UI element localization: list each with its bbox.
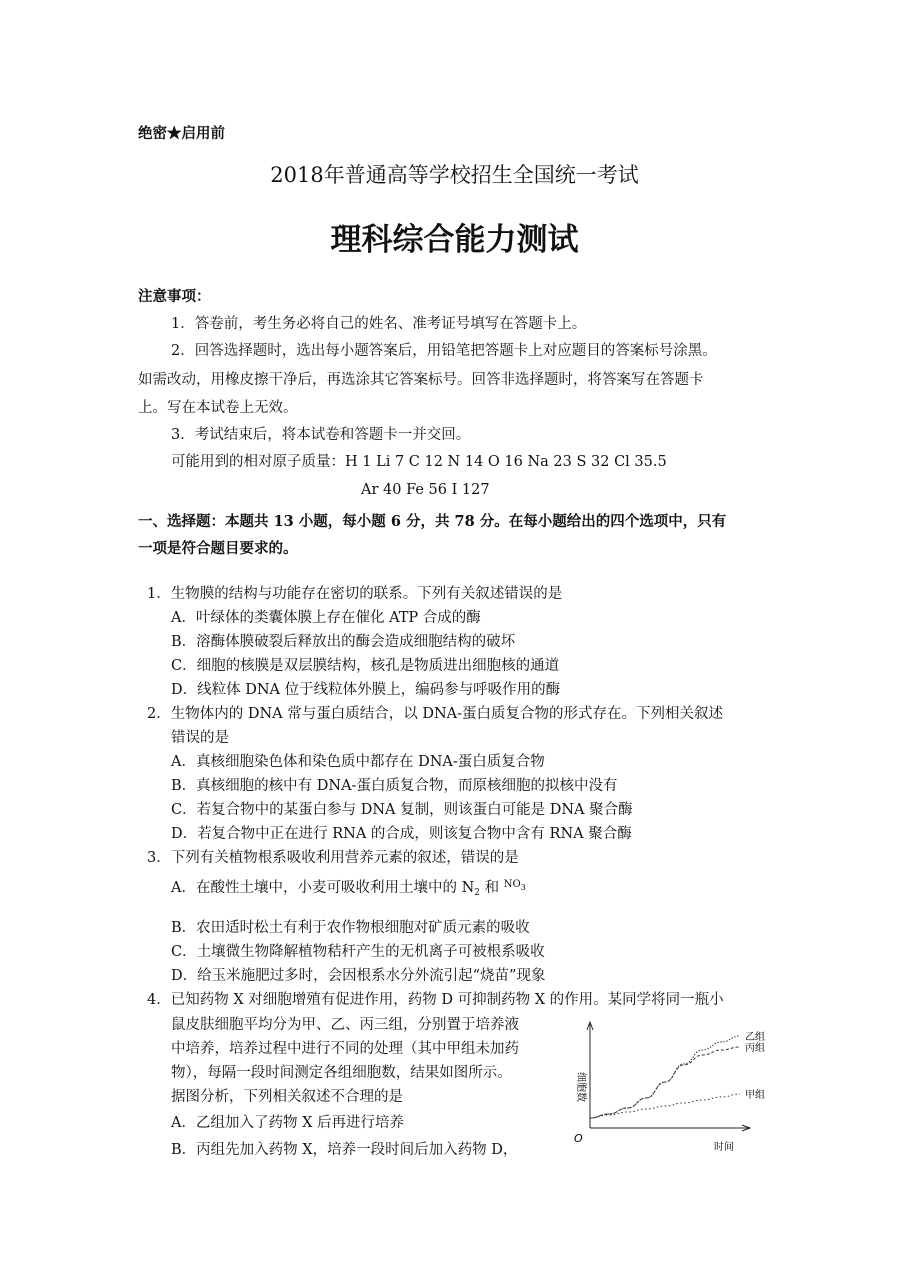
series-label-3: 甲组 [745, 1090, 765, 1101]
q3-option-d: D．给玉米施肥过多时，会因根系水分外流引起“烧苗”现象 [171, 968, 546, 984]
q4-option-b: B．丙组先加入药物 X，培养一段时间后加入药物 D， [171, 1142, 518, 1158]
notice-item-3: 3．考试结束后，将本试卷和答题卡一并交回。 [171, 427, 471, 443]
notice-item-1: 1．答卷前，考生务必将自己的姓名、准考证号填写在答题卡上。 [171, 316, 587, 332]
q3-n2-subscript: 2 [474, 888, 481, 898]
q1-stem: 1．生物膜的结构与功能存在密切的联系。下列有关叙述错误的是 [147, 586, 563, 602]
q1-option-a: A．叶绿体的类囊体膜上存在催化 ATP 合成的酶 [171, 610, 481, 626]
q2-stem-line-1: 2．生物体内的 DNA 常与蛋白质结合，以 DNA-蛋白质复合物的形式存在。下列相关叙述 [147, 706, 724, 722]
subject-title: 理科综合能力测试 [330, 222, 579, 258]
chart-legend-labels [745, 1031, 765, 1101]
q2-option-b: B．真核细胞的核中有 DNA-蛋白质复合物，而原核细胞的拟核中没有 [171, 778, 618, 794]
q3-nitrate-no: NO [503, 879, 521, 890]
section-heading-line-2: 一项是符合题目要求的。 [138, 540, 298, 557]
q3-option-a [171, 878, 526, 900]
q3-option-a-text: A．在酸性土壤中，小麦可吸收利用土壤中的 N [171, 880, 475, 896]
q3-stem: 3．下列有关植物根系吸收利用营养元素的叙述，错误的是 [147, 850, 519, 866]
q4-stem-line-4: 物），每隔一段时间测定各组细胞数，结果如图所示。 [171, 1065, 512, 1081]
atomic-mass-line-1: 可能用到的相对原子质量：H 1 Li 7 C 12 N 14 O 16 Na 23 S 32 Cl 35.5 [171, 454, 667, 470]
q4-stem-line-2: 鼠皮肤细胞平均分为甲、乙、丙三组，分别置于培养液 [171, 1017, 519, 1033]
series-label-1: 乙组 [745, 1032, 765, 1043]
q3-nitrate-formula [504, 879, 526, 890]
notice-heading: 注意事项： [138, 288, 211, 305]
secret-label: 绝密★启用前 [138, 125, 225, 142]
cell-growth-chart [560, 1010, 775, 1160]
q1-option-b: B．溶酶体膜破裂后释放出的酶会造成细胞结构的破坏 [171, 634, 516, 650]
chart-y-axis-label: 细胞数 [575, 1072, 586, 1102]
q4-stem-line-1: 4．已知药物 X 对细胞增殖有促进作用，药物 D 可抑制药物 X 的作用。某同学将同一瓶小 [147, 992, 724, 1008]
series-line-2 [590, 1047, 740, 1118]
q3-option-b: B．农田适时松土有利于农作物根细胞对矿质元素的吸收 [171, 920, 530, 936]
q2-stem-line-2: 错误的是 [171, 730, 229, 746]
q3-and-text: 和 [480, 880, 504, 896]
series-label-2: 丙组 [745, 1043, 765, 1054]
q1-option-c: C．细胞的核膜是双层膜结构，核孔是物质进出细胞核的通道 [171, 658, 560, 674]
chart-origin-label: O [574, 1132, 583, 1145]
notice-item-2-line-3: 上。写在本试卷上无效。 [138, 400, 298, 416]
q4-stem-line-5: 据图分析，下列相关叙述不合理的是 [171, 1089, 403, 1105]
q1-option-d: D．线粒体 DNA 位于线粒体外膜上，编码参与呼吸作用的酶 [171, 682, 561, 698]
q3-option-c: C．土壤微生物降解植物秸秆产生的无机离子可被根系吸收 [171, 944, 545, 960]
atomic-mass-line-2: Ar 40 Fe 56 I 127 [361, 482, 490, 498]
notice-item-2-line-2: 如需改动，用橡皮擦干净后，再选涂其它答案标号。回答非选择题时，将答案写在答题卡 [138, 372, 704, 388]
q4-option-a: A．乙组加入了药物 X 后再进行培养 [171, 1115, 405, 1131]
series-line-3 [590, 1094, 740, 1118]
exam-title: 2018年普通高等学校招生全国统一考试 [270, 163, 639, 187]
chart-x-axis-label: 时间 [714, 1142, 734, 1153]
q2-option-d: D．若复合物中正在进行 RNA 的合成，则该复合物中含有 RNA 聚合酶 [171, 826, 632, 842]
section-heading-line-1: 一、选择题：本题共 13 小题，每小题 6 分，共 78 分。在每小题给出的四个选项中，只有 [138, 513, 727, 530]
chart-series-layer [590, 1036, 740, 1118]
notice-item-2-line-1: 2．回答选择题时，选出每小题答案后，用铅笔把答题卡上对应题目的答案标号涂黑。 [171, 343, 717, 359]
q4-stem-line-3: 中培养，培养过程中进行不同的处理（其中甲组未加药 [171, 1041, 519, 1057]
q3-nitrate-subscript: 3 [520, 883, 526, 892]
q2-option-c: C．若复合物中的某蛋白参与 DNA 复制，则该蛋白可能是 DNA 聚合酶 [171, 802, 633, 818]
q2-option-a: A．真核细胞染色体和染色质中都存在 DNA-蛋白质复合物 [171, 754, 545, 770]
